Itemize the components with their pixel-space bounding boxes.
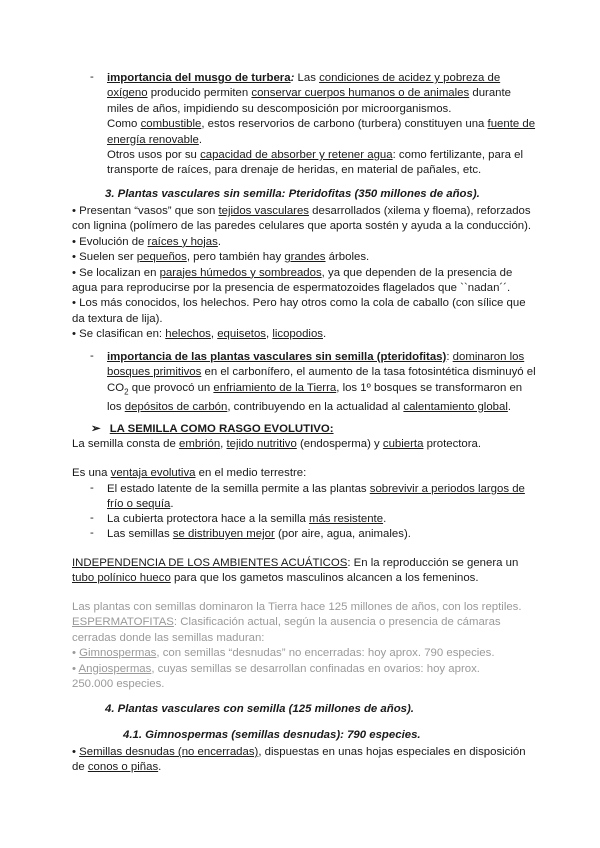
text-span: • <box>72 647 80 660</box>
section-3-heading: 3. Plantas vasculares sin semilla: Pteridofitas (350 millones de años). <box>105 188 480 200</box>
section-4-bullets <box>72 745 532 776</box>
text-span: Gimnospermas <box>79 647 157 660</box>
text-span: para que los gametos masculinos alcancen a los femeninos. <box>170 572 479 585</box>
pteridofitas-title: importancia de las plantas vasculares sin semilla (pteridofitas) <box>107 351 447 363</box>
text-span: en el medio terrestre: <box>195 467 307 479</box>
section-4-1-heading: 4.1. Gimnospermas (semillas desnudas): 790 especies. <box>123 729 421 741</box>
arrow-icon: ➢ <box>91 423 101 435</box>
independencia-paragraph <box>72 556 532 587</box>
text-span: tejidos vasculares <box>218 205 309 217</box>
text-span: los <box>107 400 125 413</box>
text-span: de <box>72 761 88 774</box>
section-3-bullets <box>72 204 532 343</box>
ventaja-item-1 <box>90 482 530 513</box>
text-span: licopodios <box>272 328 323 341</box>
text-span: : En la reproducción se genera un <box>347 557 519 569</box>
text-line: cerradas donde las semillas maduran: <box>72 631 265 644</box>
text-span: producido permiten <box>147 87 252 100</box>
text-span: Las <box>294 72 320 84</box>
text-span: , con semillas “desnudas” no encerradas: hoy aprox. 790 especies. <box>156 647 495 660</box>
list-dash: - <box>90 482 94 494</box>
text-span: . <box>170 498 174 511</box>
text-span: La semilla consta de <box>72 438 180 450</box>
text-span: , <box>220 438 227 450</box>
text-span: , dispuestas en unas hojas especiales en disposición <box>258 746 526 758</box>
text-span: . <box>507 400 512 413</box>
text-span: sobrevivir a periodos largos de <box>369 483 525 495</box>
ventaja-item-3 <box>90 527 530 542</box>
text-span: desarrollados (xilema y floema), reforzados <box>309 205 531 217</box>
text-span: que provocó un <box>128 381 214 394</box>
list-dash: - <box>90 71 94 83</box>
text-span: parajes húmedos y sombreados <box>159 266 322 279</box>
text-span: (por aire, agua, animales). <box>274 528 411 540</box>
text-span: CO <box>107 381 125 394</box>
text-span: . <box>383 513 387 525</box>
text-span: • Presentan “vasos” que son <box>72 205 219 217</box>
text-span: dominaron los <box>452 351 525 363</box>
text-span: • Se clasifican en: <box>72 328 166 341</box>
text-span: , estos reservorios de carbono (turbera) constituyen una <box>201 118 488 131</box>
text-span: , ya que dependen de la presencia de <box>321 266 513 279</box>
text-span: (endosperma) y <box>296 438 383 450</box>
list-dash: - <box>90 512 94 524</box>
text-span: . <box>198 133 202 146</box>
text-line: Las plantas con semillas dominaron la Tierra hace 125 millones de años, con los reptiles. <box>72 601 522 613</box>
text-span: • Suelen ser <box>72 251 137 264</box>
text-span: ESPERMATOFITAS <box>72 616 174 629</box>
text-span: , <box>210 328 218 341</box>
text-span: La cubierta protectora hace a la semilla <box>107 513 309 525</box>
text-span: Semillas desnudas (no encerradas) <box>79 746 259 758</box>
text-span: frío o sequía <box>107 498 171 511</box>
text-span: durante <box>469 87 512 100</box>
text-span: combustible <box>140 118 202 131</box>
section-4-heading: 4. Plantas vasculares con semilla (125 millones de años). <box>105 703 414 715</box>
text-span: , cuyas semillas se desarrollan confinadas en ovarios: hoy aprox. <box>151 662 480 675</box>
list-dash: - <box>90 350 94 362</box>
text-span: tubo polínico hueco <box>72 572 171 585</box>
text-span: Como <box>107 118 141 131</box>
text-span: • <box>72 662 79 675</box>
subscript: 2 <box>124 387 129 397</box>
espermatofitas-paragraph <box>72 600 532 692</box>
text-span: bosques primitivos <box>107 366 202 379</box>
text-span: protectora. <box>423 438 482 450</box>
text-span: Es una <box>72 467 111 479</box>
text-span: capacidad de absorber y retener agua <box>200 149 393 162</box>
text-line: con lignina (polímero de las paredes celulares que aporta sostén y ayuda a la conducción). <box>72 220 532 233</box>
text-span: . <box>158 761 162 774</box>
text-span: , pero también hay <box>186 251 285 264</box>
turbera-item <box>90 71 536 179</box>
text-span: calentamiento global <box>403 400 508 413</box>
text-span: fuente de <box>487 118 536 131</box>
text-line: da textura de lija). <box>72 312 163 325</box>
text-span: se distribuyen mejor <box>172 528 275 540</box>
text-line: transporte de raíces, para drenaje de heridas, en material de pañales, etc. <box>107 164 482 177</box>
text-span: oxígeno <box>107 87 148 100</box>
text-span: • Evolución de <box>72 235 148 248</box>
text-span: ventaja evolutiva <box>110 467 196 479</box>
text-span: Las semillas <box>107 528 173 540</box>
ventaja-line <box>72 466 532 481</box>
text-span: : como fertilizante, para el <box>392 149 523 162</box>
text-span: energía renovable <box>107 133 199 146</box>
text-span: : <box>446 351 453 363</box>
text-span: INDEPENDENCIA DE LOS AMBIENTES ACUÁTICOS <box>72 557 348 569</box>
text-span: helechos <box>165 328 211 341</box>
text-span: raíces y hojas <box>147 235 218 248</box>
text-span: en el carbonífero, el aumento de la tasa fotosintética disminuyó el <box>201 366 536 379</box>
text-line: • Los más conocidos, los helechos. Pero hay otros como la cola de caballo (con sílice que <box>72 297 526 310</box>
text-span: Otros usos por su <box>107 149 201 162</box>
text-span: conservar cuerpos humanos o de animales <box>251 87 470 100</box>
ventaja-item-2 <box>90 512 530 527</box>
text-span: conos o piñas <box>87 761 159 774</box>
text-span: , contribuyendo en la actualidad al <box>227 400 404 413</box>
list-dash: - <box>90 527 94 539</box>
text-span: tejido nutritivo <box>226 438 297 450</box>
text-span: , <box>265 328 273 341</box>
text-line: miles de años, impidiendo su descomposición por microorganismos. <box>107 102 452 115</box>
text-span: El estado latente de la semilla permite a las plantas <box>107 483 370 495</box>
text-span: Angiospermas <box>78 662 152 675</box>
text-span: . <box>323 328 327 341</box>
text-span: , los 1º bosques se transformaron en <box>336 381 523 394</box>
text-span: • Se localizan en <box>72 266 160 279</box>
text-line: 250.000 especies. <box>72 678 165 691</box>
semilla-text <box>72 437 532 452</box>
text-span: cubierta <box>382 438 424 450</box>
turbera-colon: : <box>290 72 295 84</box>
turbera-title: importancia del musgo de turbera <box>107 72 291 84</box>
text-span: enfriamiento de la Tierra <box>213 381 337 394</box>
text-span: : Clasificación actual, según la ausencia o presencia de cámaras <box>173 616 501 629</box>
text-span: . <box>217 235 221 248</box>
text-span: equisetos <box>217 328 266 341</box>
text-span: embrión <box>179 438 221 450</box>
text-span: • <box>72 746 80 758</box>
text-span: pequeños <box>136 251 187 264</box>
text-line: agua para reproducirse por la presencia de espermatozoides flagelados que ``nadan´´. <box>72 282 511 295</box>
semilla-heading <box>91 421 334 435</box>
text-span: depósitos de carbón <box>124 400 228 413</box>
text-span: condiciones de acidez y pobreza de <box>319 72 501 84</box>
text-span: más resistente <box>308 513 384 525</box>
text-span: grandes <box>284 251 326 264</box>
text-span: árboles. <box>325 251 370 264</box>
semilla-heading-text: LA SEMILLA COMO RASGO EVOLUTIVO: <box>109 423 334 435</box>
pteridofitas-item <box>90 350 536 415</box>
